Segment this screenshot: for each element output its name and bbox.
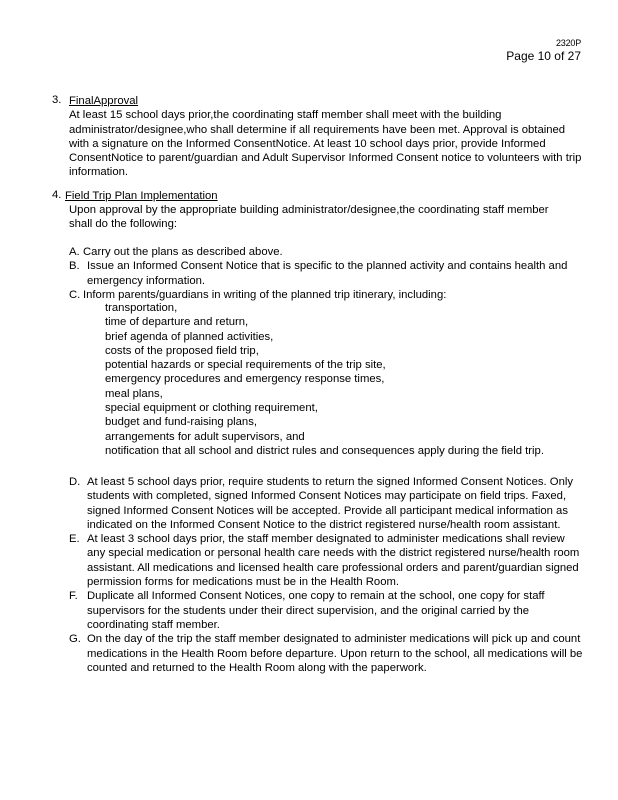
section-3 bbox=[69, 94, 584, 180]
bullet-item: special equipment or clothing requirement, bbox=[105, 402, 318, 415]
list-item-a-text: Carry out the plans as described above. bbox=[83, 246, 283, 258]
list-item-g-letter: G. bbox=[69, 633, 81, 646]
list-item-c-text: Inform parents/guardians in writing of the planned trip itinerary, including: bbox=[83, 288, 447, 301]
list-item-c-letter: C. bbox=[69, 288, 81, 301]
list-item-f bbox=[69, 589, 583, 632]
bullet-item: brief agenda of planned activities, bbox=[105, 330, 274, 343]
section-4-list-abc bbox=[69, 245, 582, 302]
section-4-intro: Upon approval by the appropriate building administrator/designee,the coordinating staff member shall do the following: bbox=[69, 204, 549, 231]
list-item-b-text: Issue an Informed Consent Notice that is specific to the planned activity and contains health and emergency information. bbox=[87, 260, 568, 287]
list-item-e bbox=[69, 532, 583, 589]
list-item-f-text: Duplicate all Informed Consent Notices, one copy to remain at the school, one copy for staff supervisors for the students under their direct supervision, and the original carried by the coordinating staff member. bbox=[87, 590, 545, 631]
list-item-d-text: At least 5 school days prior, require students to return the signed Informed Consent Notices. Only students with completed, signed Informed Consent Notices may participate on field trips. Faxed, signed Informed Consent Notices will be accepted. Provide all participant medical information as indicated on the Informed Consent Notice to the district registered nurse/health room assistant. bbox=[87, 476, 574, 531]
section-4-number: 4. bbox=[52, 189, 62, 201]
bullet-item: time of departure and return, bbox=[105, 316, 249, 329]
section-3-number: 3. bbox=[52, 94, 62, 106]
page-number: Page 10 of 27 bbox=[506, 49, 581, 63]
section-3-title: FinalApproval bbox=[69, 95, 139, 107]
list-item-a bbox=[69, 245, 582, 259]
section-4-title: Field Trip Plan Implementation bbox=[65, 190, 218, 202]
list-item-g-text: On the day of the trip the staff member designated to administer medications will pick up and count medications in the Health Room before departure. Upon return to the school, all medications will be counted and returned to the Health Room along with the paperwork. bbox=[87, 633, 583, 674]
section-4-list-dg bbox=[69, 475, 583, 675]
section-3-body: At least 15 school days prior,the coordinating staff member shall meet with the building administrator/designee,who shall determine if all requirements have been met. Approval is obtained with a signature on the Informed ConsentNotice. At least 10 school days prior, provide Informed ConsentNotice to parent/guardian and Adult Supervisor Informed Consent notice to volunteers with trip information. bbox=[69, 109, 582, 179]
list-item-e-letter: E. bbox=[69, 533, 80, 546]
list-item-d bbox=[69, 475, 583, 532]
bullet-item: emergency procedures and emergency response times, bbox=[105, 373, 385, 386]
list-item-e-text: At least 3 school days prior, the staff member designated to administer medications shall review any special medication or personal health care needs with the district registered nurse/health room assistant. All medications and licensed health care professional orders and parent/guardian signed permission forms for medications must be in the Health Room. bbox=[87, 533, 580, 589]
bullet-item: potential hazards or special requirements of the trip site, bbox=[105, 359, 386, 372]
section-4-title-block bbox=[65, 189, 250, 203]
list-item-b bbox=[69, 259, 582, 288]
bullet-item: budget and fund-raising plans, bbox=[105, 416, 257, 429]
itinerary-bullet-list bbox=[96, 301, 566, 458]
bullet-item: notification that all school and district rules and consequences apply during the field trip. bbox=[105, 444, 544, 457]
list-item-a-letter: A. bbox=[69, 246, 80, 258]
bullet-item: meal plans, bbox=[105, 387, 163, 400]
bullet-item: costs of the proposed field trip, bbox=[105, 344, 259, 357]
bullet-item: transportation, bbox=[105, 302, 178, 314]
bullet-item: arrangements for adult supervisors, and bbox=[105, 430, 305, 443]
list-item-f-letter: F. bbox=[69, 590, 78, 603]
list-item-b-letter: B. bbox=[69, 260, 80, 273]
list-item-d-letter: D. bbox=[69, 476, 81, 488]
policy-code: 2320P bbox=[555, 38, 581, 48]
list-item-g bbox=[69, 632, 583, 675]
